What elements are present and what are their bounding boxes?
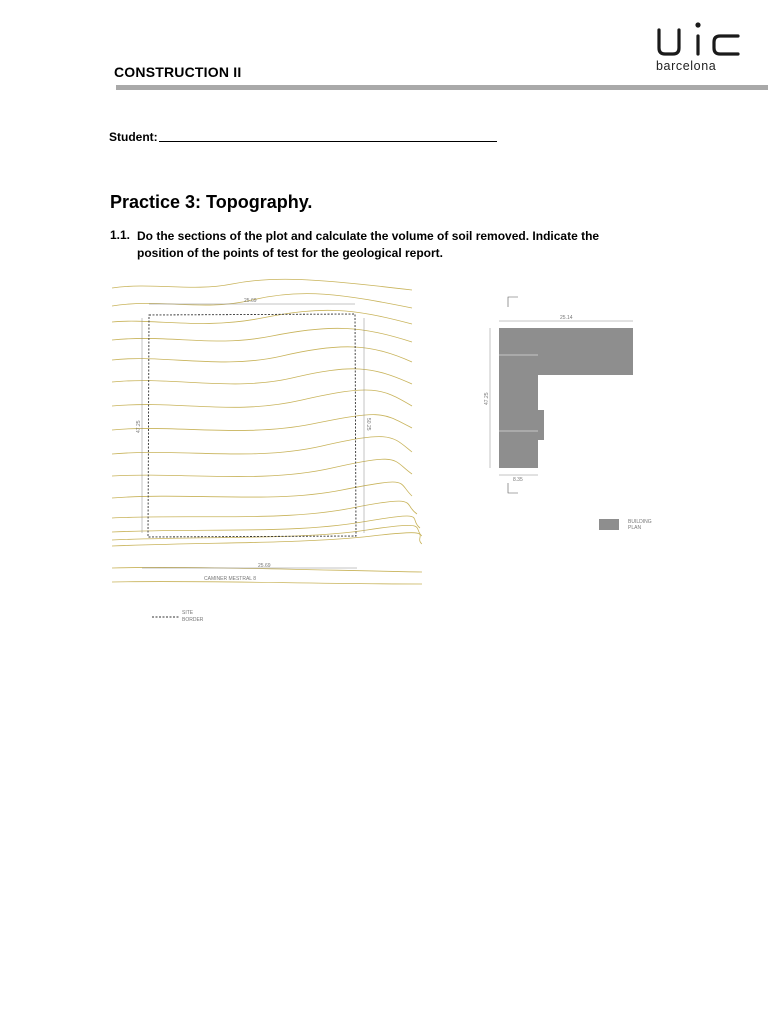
site-legend-label-1: SITE xyxy=(182,610,194,616)
site-bottom-dimension: 25.69 xyxy=(258,563,271,569)
dimension-lines xyxy=(142,304,364,568)
header-rule xyxy=(116,85,768,90)
building-left-dimension: 47.25 xyxy=(484,392,490,405)
practice-title: Practice 3: Topography. xyxy=(110,192,313,212)
building-bottom-dimension: 8.35 xyxy=(513,477,523,483)
building-top-dimension: 25.14 xyxy=(560,315,573,321)
course-title: CONSTRUCTION II xyxy=(114,64,242,80)
student-field xyxy=(109,130,497,144)
building-legend-label-2: PLAN xyxy=(628,525,642,531)
site-top-dimension: 25.69 xyxy=(244,298,257,304)
site-legend-label-2: BORDER xyxy=(182,617,204,623)
question-number: 1.1. xyxy=(110,228,131,242)
building-legend-label-1: BUILDING xyxy=(628,519,652,525)
building-plan-figure xyxy=(478,293,660,543)
site-left-dimension: 47.25 xyxy=(136,420,142,433)
building-legend-swatch xyxy=(599,519,619,530)
student-name-line xyxy=(159,130,497,142)
contour-lines xyxy=(112,279,422,584)
question-text: Do the sections of the plot and calculate the volume of soil removed. Indicate the position of the points of test for the geological report. xyxy=(137,229,600,260)
logo-wordmark: barcelona xyxy=(656,59,717,73)
site-plan-figure xyxy=(112,278,422,628)
student-label: Student: xyxy=(109,130,158,144)
site-right-dimension: 50.25 xyxy=(365,418,371,431)
site-border xyxy=(148,314,356,537)
building-footprint xyxy=(499,328,633,468)
street-name: CAMINER MESTRAL 8 xyxy=(204,576,257,582)
